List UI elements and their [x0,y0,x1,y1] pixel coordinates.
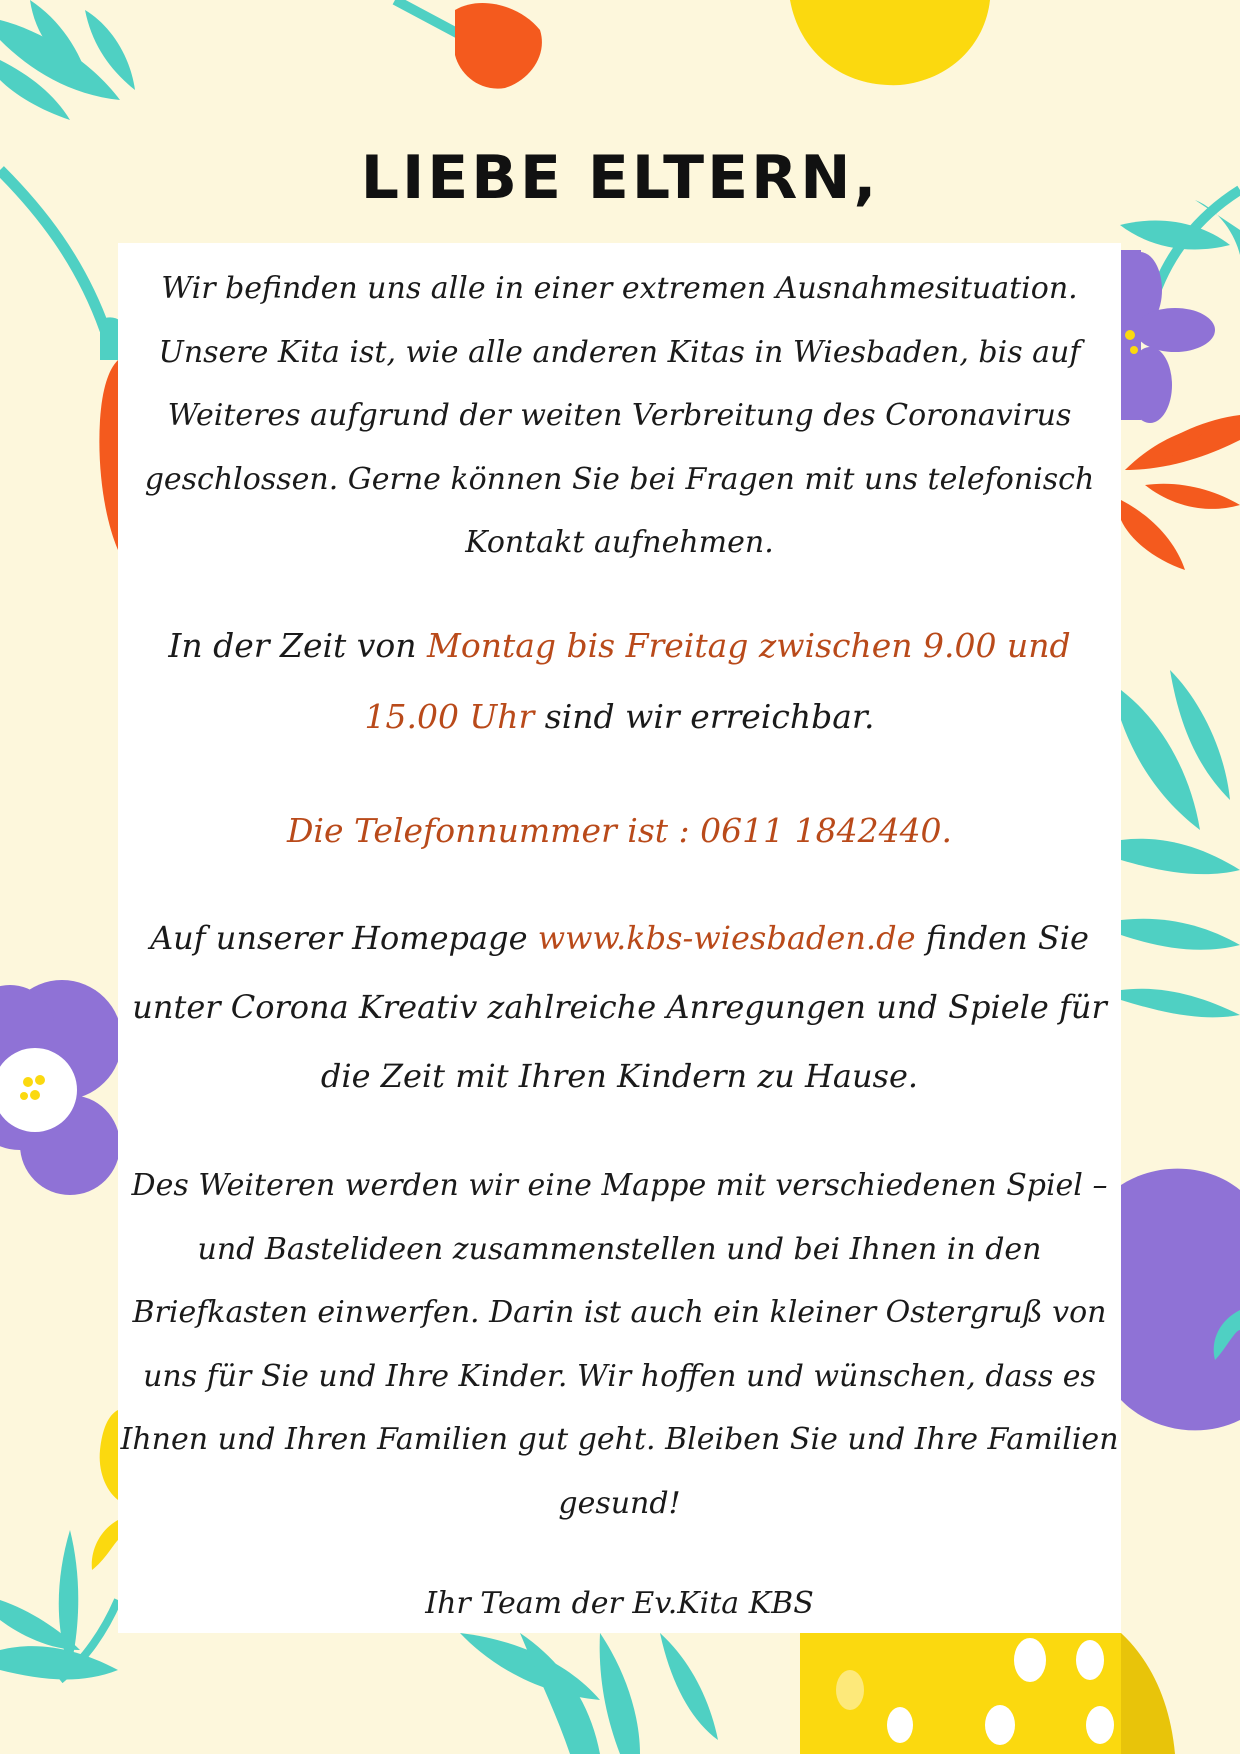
phone-number: Die Telefonnummer ist : 0611 1842440. [286,811,953,850]
letter-card [118,243,1121,1633]
hours-prefix: In der Zeit von [168,626,428,665]
folder-paragraph: Des Weiteren werden wir eine Mappe mit verschiedenen Spiel –und Bastelideen zusammenstellen und bei Ihnen in den Briefkasten einwerfen. Darin ist auch ein kleiner Ostergruß von uns für Sie und Ihre Kinder. Wir hoffen und wünschen, dass es Ihnen und Ihren Familien gut geht. Bleiben Sie und Ihre Familien gesund! [120,1168,1119,1521]
page-title: LIEBE ELTERN, [360,143,880,213]
homepage-prefix: Auf unserer Homepage [150,919,538,957]
intro-paragraph: Wir befinden uns alle in einer extremen Ausnahmesituation. Unsere Kita ist, wie alle anderen Kitas in Wiesbaden, bis auf Weiteres aufgrund der weiten Verbreitung des Coronavirus geschlossen. Gerne können Sie bei Fragen mit uns telefonisch Kontakt aufnehmen. [144,271,1095,560]
signature: Ihr Team der Ev.Kita KBS [425,1586,814,1621]
homepage-suffix: finden Sie unter Corona Kreativ zahlreiche Anregungen und Spiele für die Zeit mit Ihren Kindern zu Hause. [132,919,1107,1095]
teal-leaf-icon [460,1633,718,1754]
homepage-link[interactable]: www.kbs-wiesbaden.de [537,919,916,957]
teal-leaf-icon [0,0,135,120]
hours-paragraph [118,610,1121,752]
hours-highlight: Montag bis Freitag zwischen 9.00 und 15.00 Uhr [364,626,1071,736]
purple-flower-icon [0,980,122,1195]
orange-leaf-icon [1121,415,1240,570]
yellow-flower-icon [790,0,990,85]
teal-leaf-icon [1121,670,1240,1017]
hours-suffix: sind wir erreichbar. [534,697,875,736]
orange-tulip-icon [455,3,542,89]
purple-egg-icon [1121,1169,1240,1431]
yellow-egg-icon [800,1633,1175,1754]
homepage-paragraph [118,904,1121,1111]
